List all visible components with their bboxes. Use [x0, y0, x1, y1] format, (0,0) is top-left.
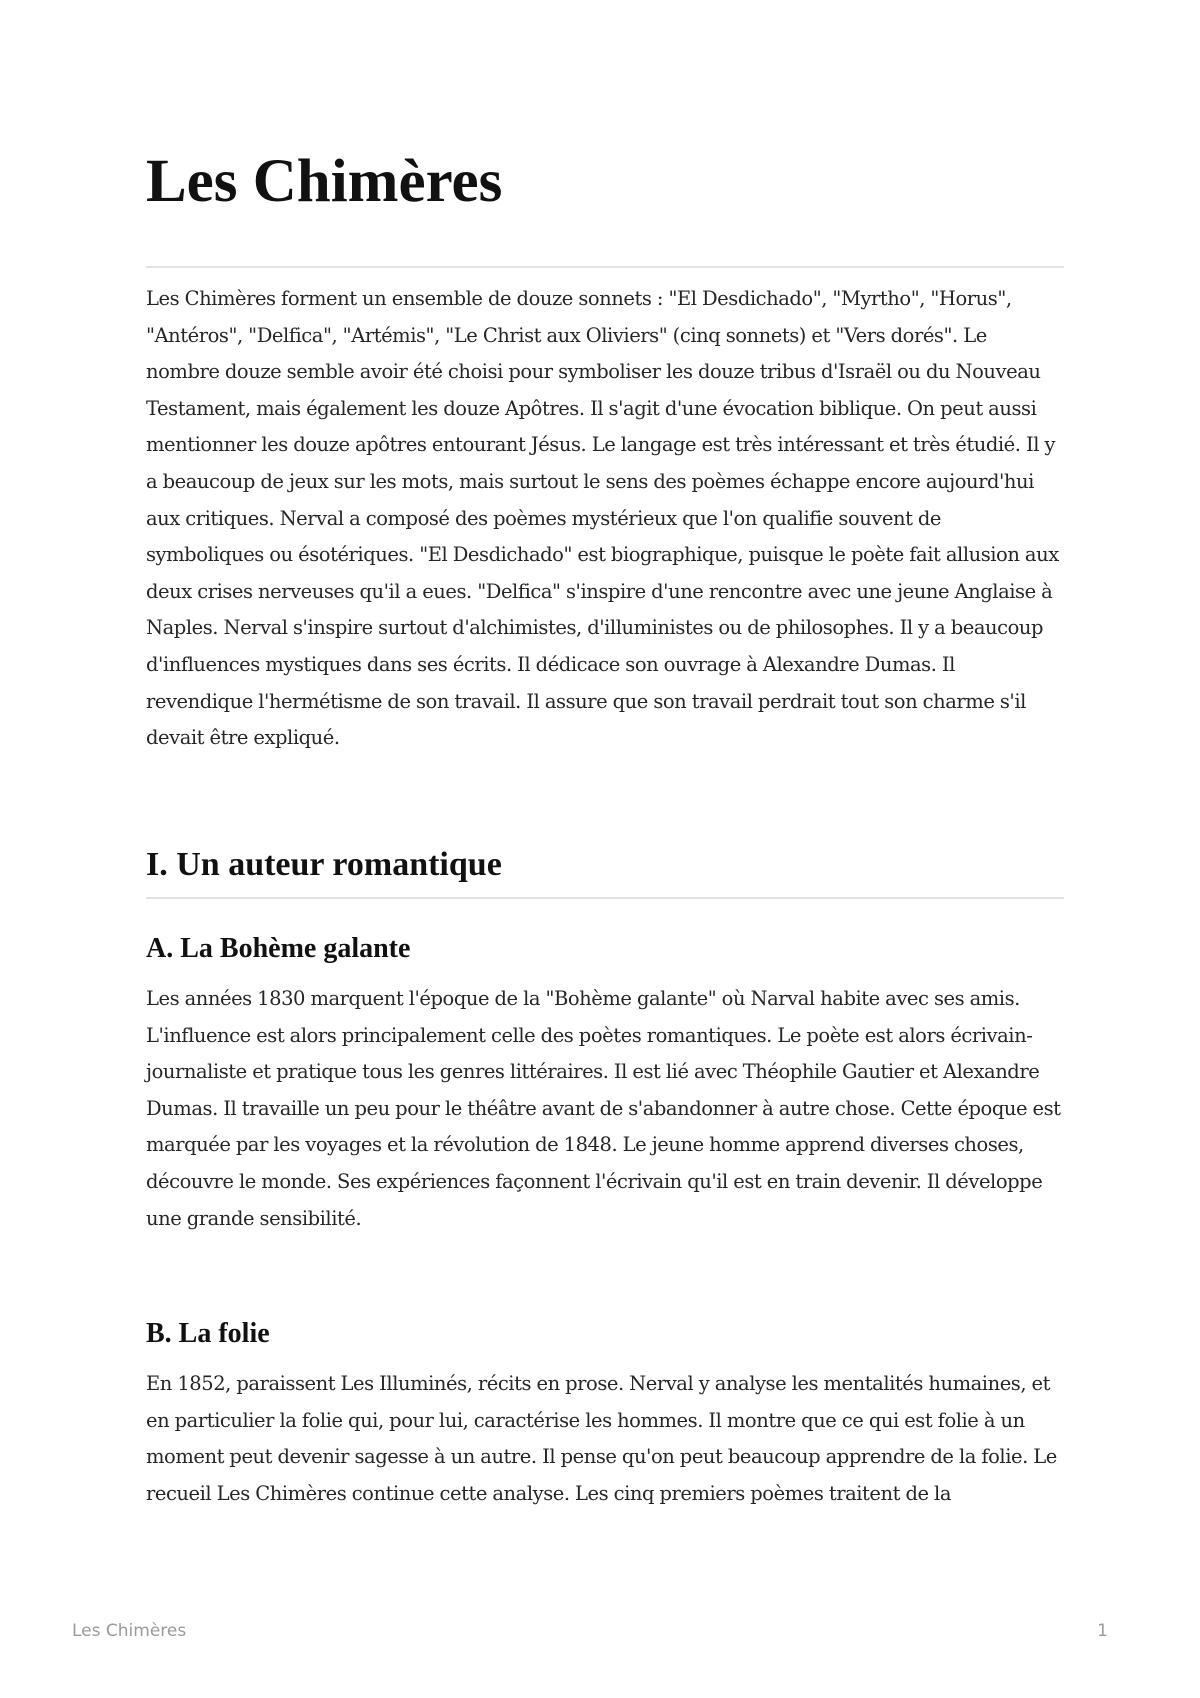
document-title: Les Chimères	[146, 148, 503, 215]
subsection-b-paragraph: En 1852, paraissent Les Illuminés, récits en prose. Nerval y analyse les mentalités humaines, et en particulier la folie qui, pour lui, caractérise les hommes. Il montre que ce qui est folie à un moment peut devenir sagesse à un autre. Il pense qu'on peut beaucoup apprendre de la folie. Le recueil Les Chimères continue cette analyse. Les cinq premiers poèmes traitent de la	[146, 1372, 1057, 1505]
subsection-a-paragraph: Les années 1830 marquent l'époque de la "Bohème galante" où Narval habite avec ses amis. L'influence est alors principalement celle des poètes romantiques. Le poète est alors écrivain-journaliste et pratique tous les genres littéraires. Il est lié avec Théophile Gautier et Alexandre Dumas. Il travaille un peu pour le théâtre avant de s'abandonner à autre chose. Cette époque est marquée par les voyages et la révolution de 1848. Le jeune homme apprend diverses choses, découvre le monde. Ses expériences façonnent l'écrivain qu'il est en train devenir. Il développe une grande sensibilité.	[146, 987, 1061, 1230]
intro-paragraph: Les Chimères forment un ensemble de douze sonnets : "El Desdichado", "Myrtho", "Horus", "Antéros", "Delfica", "Artémis", "Le Christ aux Oliviers" (cinq sonnets) et "Vers dorés". Le nombre douze semble avoir été choisi pour symboliser les douze tribus d'Israël ou du Nouveau Testament, mais également les douze Apôtres. Il s'agit d'une évocation biblique. On peut aussi mentionner les douze apôtres entourant Jésus. Le langage est très intéressant et très étudié. Il y a beaucoup de jeux sur les mots, mais surtout le sens des poèmes échappe encore aujourd'hui aux critiques. Nerval a composé des poèmes mystérieux que l'on qualifie souvent de symboliques ou ésotériques. "El Desdichado" est biographique, puisque le poète fait allusion aux deux crises nerveuses qu'il a eues. "Delfica" s'inspire d'une rencontre avec une jeune Anglaise à Naples. Nerval s'inspire surtout d'alchimistes, d'illuministes ou de philosophes. Il y a beaucoup d'influences mystiques dans ses écrits. Il dédicace son ouvrage à Alexandre Dumas. Il revendique l'hermétisme de son travail. Il assure que son travail perdrait tout son charme s'il devait être expliqué.	[146, 287, 1059, 750]
section-divider	[146, 897, 1064, 899]
subsection-heading-a: A. La Bohème galante	[146, 933, 411, 964]
footer-document-title: Les Chimères	[72, 1621, 187, 1641]
footer-page-number: 1	[1097, 1621, 1108, 1641]
section-heading-1: I. Un auteur romantique	[146, 846, 502, 883]
title-divider	[146, 266, 1064, 268]
subsection-heading-b: B. La folie	[146, 1318, 270, 1349]
